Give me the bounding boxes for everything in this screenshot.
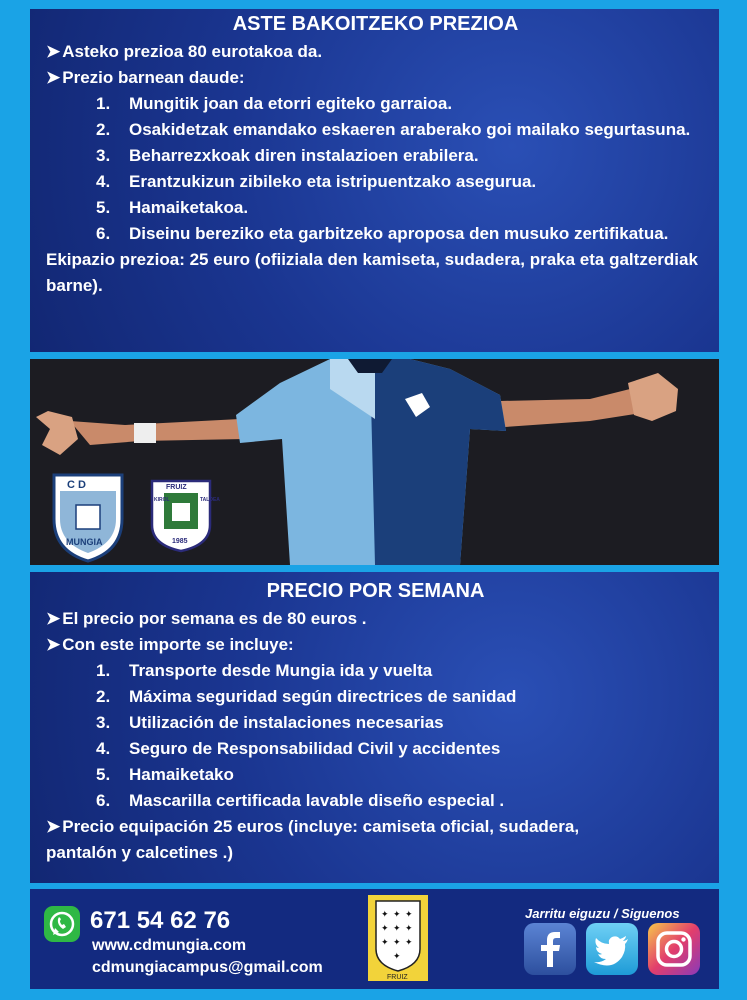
svg-text:✦: ✦	[393, 910, 401, 920]
list-item: 1. Transporte desde Mungia ida y vuelta	[96, 661, 433, 680]
website-link[interactable]: www.cdmungia.com	[92, 937, 247, 954]
list-item: 5. Hamaiketako	[96, 765, 234, 784]
right-hand	[628, 373, 678, 421]
spanish-bullet-weekly-price: ➤ El precio por semana es de 80 euros .	[46, 609, 367, 628]
crest-top: FRUIZ	[166, 484, 187, 491]
list-item: 3. Utilización de instalaciones necesarias	[96, 713, 444, 732]
list-item: 3. Beharrezxkoak diren instalazioen erabilera.	[96, 146, 479, 165]
svg-text:✦: ✦	[393, 952, 401, 962]
svg-text:✦: ✦	[405, 938, 413, 948]
player-illustration	[30, 359, 719, 565]
svg-text:✦: ✦	[381, 938, 389, 948]
list-item: 6. Mascarilla certificada lavable diseño especial .	[96, 791, 505, 810]
svg-text:✦: ✦	[393, 938, 401, 948]
player-illustration-panel	[30, 359, 719, 565]
crest-year: 1985	[172, 538, 188, 545]
right-arm	[500, 389, 635, 427]
list-item: 5. Hamaiketakoa.	[96, 198, 249, 217]
list-item: 4. Seguro de Responsabilidad Civil y accidentes	[96, 739, 501, 758]
spanish-equipment-price-cont: pantalón y calcetines .)	[46, 843, 234, 862]
shirt-dark	[370, 359, 506, 565]
crest-right: TALDEA	[200, 497, 220, 503]
list-item: 6. Diseinu bereziko eta garbitzeko aproposa den musuko zertifikatua.	[96, 224, 669, 243]
arrow-bullet-icon: ➤	[46, 609, 61, 628]
list-item: 2. Osakidetzak emandako eskaeren araberako goi mailako segurtasuna.	[96, 120, 691, 139]
left-arm	[70, 419, 245, 445]
spanish-title: PRECIO POR SEMANA	[266, 580, 485, 602]
crest-letters: C D	[67, 479, 86, 491]
spanish-included-list	[46, 658, 705, 814]
phone-number[interactable]: 671 54 62 76	[90, 907, 231, 934]
follow-label: Jarritu eiguzu / Siguenos	[525, 906, 680, 921]
svg-text:✦: ✦	[393, 924, 401, 934]
arrow-bullet-icon: ➤	[46, 42, 61, 61]
svg-text:✦: ✦	[381, 924, 389, 934]
svg-text:✦: ✦	[405, 924, 413, 934]
fruiz-badge	[368, 895, 428, 981]
svg-text:✦: ✦	[405, 910, 413, 920]
whatsapp-icon[interactable]	[44, 906, 80, 942]
basque-included-list	[46, 91, 705, 247]
cd-mungia-crest	[50, 471, 126, 563]
wristband	[134, 423, 156, 443]
email-link[interactable]: cdmungiacampus@gmail.com	[92, 959, 323, 976]
fruiz-kirol-taldea-crest	[150, 479, 220, 553]
arrow-bullet-icon: ➤	[46, 635, 61, 654]
twitter-icon[interactable]	[586, 923, 638, 975]
basque-price-panel	[30, 9, 719, 352]
contact-footer	[30, 889, 719, 989]
badge-label: FRUIZ	[387, 974, 408, 981]
spanish-equipment-price: ➤ Precio equipación 25 euros (incluye: camiseta oficial, sudadera,	[46, 817, 580, 836]
basque-bullet-weekly-price: ➤ Asteko prezioa 80 eurotakoa da.	[46, 42, 323, 61]
list-item: 2. Máxima seguridad según directrices de sanidad	[96, 687, 517, 706]
crest-name: MUNGIA	[66, 537, 103, 547]
basque-bullet-included: ➤ Prezio barnean daude:	[46, 68, 245, 87]
arrow-bullet-icon: ➤	[46, 68, 61, 87]
spanish-bullet-included: ➤ Con este importe se incluye:	[46, 635, 294, 654]
list-item: 4. Erantzukizun zibileko eta istripuentzako asegurua.	[96, 172, 537, 191]
svg-text:✦: ✦	[381, 910, 389, 920]
arrow-bullet-icon: ➤	[46, 817, 61, 836]
list-item: 1. Mungitik joan da etorri egiteko garraioa.	[96, 94, 453, 113]
facebook-icon[interactable]	[524, 923, 576, 975]
basque-equipment-price: Ekipazio prezioa: 25 euro (ofiiziala den kamiseta, sudadera, praka eta galtzerdiak barne).	[46, 250, 698, 295]
instagram-icon[interactable]	[648, 923, 700, 975]
left-hand	[36, 411, 78, 455]
spanish-price-panel	[30, 572, 719, 883]
basque-title: ASTE BAKOITZEKO PREZIOA	[232, 13, 519, 35]
crest-left: KIROL	[154, 497, 170, 503]
